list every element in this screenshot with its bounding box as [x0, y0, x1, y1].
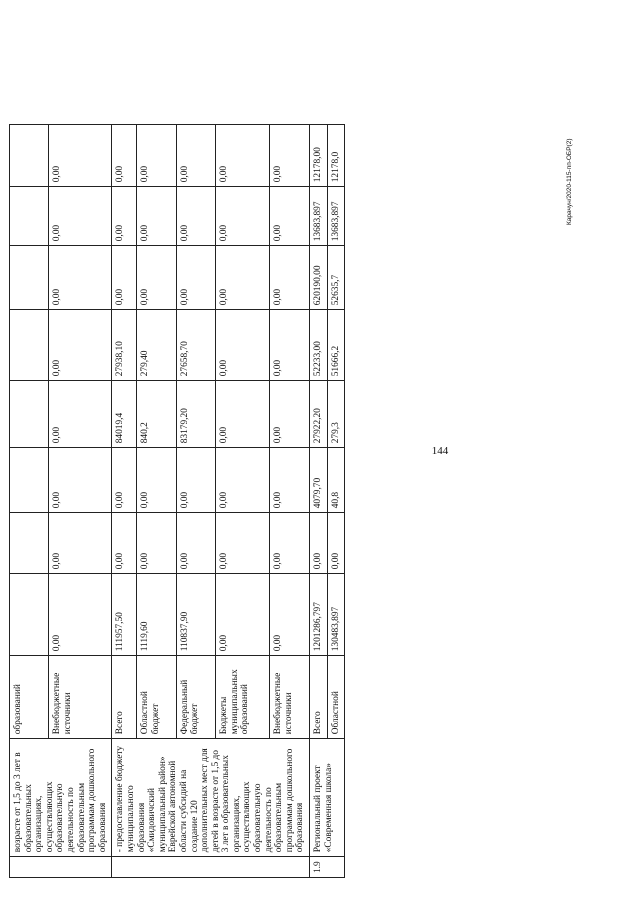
- amount-cell: 0,00: [216, 246, 270, 310]
- table-row: [112, 125, 137, 878]
- funding-source: образований: [10, 656, 49, 739]
- amount-cell: 0,00: [176, 448, 216, 513]
- amount-cell: [10, 381, 49, 448]
- amount-cell: 0,00: [137, 513, 177, 574]
- amount-cell: 0,00: [112, 513, 137, 574]
- amount-cell: 0,00: [112, 246, 137, 310]
- measure-name: - предоставление бюджету муниципального образования «Смидовичский муниципальный район» Еврейской автономной области субсидий на создание 120 дополнительных мест для детей в возрасте от 1,5 до 3 лет в образовательных организациях, осуществляющих образовательную деятельность по образовательным программам дошкольного образования: [112, 739, 310, 857]
- funding-source: Бюджеты муниципальных образований: [216, 656, 270, 739]
- amount-cell: 0,00: [112, 187, 137, 246]
- amount-cell: 0,00: [49, 513, 112, 574]
- amount-cell: 0,00: [270, 574, 310, 656]
- amount-cell: [10, 574, 49, 656]
- amount-cell: 27922,20: [310, 381, 328, 448]
- funding-source: Внебюджетные источники: [270, 656, 310, 739]
- amount-cell: 0,00: [216, 381, 270, 448]
- page-number: 144: [431, 444, 449, 457]
- amount-cell: 0,00: [270, 125, 310, 187]
- amount-cell: 27938,10: [112, 310, 137, 381]
- amount-cell: 110837,90: [176, 574, 216, 656]
- amount-cell: [10, 246, 49, 310]
- amount-cell: 12178,00: [310, 125, 328, 187]
- amount-cell: 0,00: [49, 246, 112, 310]
- amount-cell: 0,00: [49, 187, 112, 246]
- funding-source: Федеральный бюджет: [176, 656, 216, 739]
- amount-cell: 27658,70: [176, 310, 216, 381]
- amount-cell: 52635,7: [327, 246, 345, 310]
- amount-cell: 130483,897: [327, 574, 345, 656]
- amount-cell: 0,00: [216, 125, 270, 187]
- amount-cell: 83179,20: [176, 381, 216, 448]
- amount-cell: 0,00: [137, 448, 177, 513]
- amount-cell: 0,00: [270, 513, 310, 574]
- amount-cell: 0,00: [112, 448, 137, 513]
- amount-cell: 279,3: [327, 381, 345, 448]
- amount-cell: 0,00: [216, 187, 270, 246]
- amount-cell: 0,00: [176, 246, 216, 310]
- funding-source: Областной: [327, 656, 345, 739]
- row-number: [112, 857, 310, 878]
- amount-cell: 0,00: [176, 187, 216, 246]
- amount-cell: 84019,4: [112, 381, 137, 448]
- funding-source: Всего: [112, 656, 137, 739]
- amount-cell: 1201286,797: [310, 574, 328, 656]
- amount-cell: 13683,897: [310, 187, 328, 246]
- amount-cell: 840,2: [137, 381, 177, 448]
- amount-cell: 0,00: [176, 513, 216, 574]
- amount-cell: 51666,2: [327, 310, 345, 381]
- amount-cell: 0,00: [49, 381, 112, 448]
- amount-cell: 111957,50: [112, 574, 137, 656]
- table-row: [10, 125, 49, 878]
- amount-cell: 52233,00: [310, 310, 328, 381]
- amount-cell: [10, 310, 49, 381]
- amount-cell: 4079,70: [310, 448, 328, 513]
- amount-cell: 0,00: [137, 125, 177, 187]
- amount-cell: 0,00: [270, 448, 310, 513]
- amount-cell: [10, 125, 49, 187]
- amount-cell: 0,00: [49, 574, 112, 656]
- measure-name: Региональный проект «Современная школа»: [310, 739, 345, 857]
- amount-cell: 12178,0: [327, 125, 345, 187]
- amount-cell: 0,00: [270, 246, 310, 310]
- amount-cell: 0,00: [310, 513, 328, 574]
- amount-cell: 1119,60: [137, 574, 177, 656]
- amount-cell: 279,40: [137, 310, 177, 381]
- amount-cell: 0,00: [137, 246, 177, 310]
- amount-cell: 0,00: [216, 310, 270, 381]
- amount-cell: [10, 187, 49, 246]
- amount-cell: 0,00: [137, 187, 177, 246]
- amount-cell: 0,00: [270, 381, 310, 448]
- amount-cell: 0,00: [216, 448, 270, 513]
- amount-cell: 0,00: [49, 310, 112, 381]
- table-row: [310, 125, 328, 878]
- amount-cell: 620190,00: [310, 246, 328, 310]
- amount-cell: 40,8: [327, 448, 345, 513]
- amount-cell: 0,00: [270, 310, 310, 381]
- amount-cell: 0,00: [216, 574, 270, 656]
- amount-cell: 0,00: [327, 513, 345, 574]
- row-number: [10, 857, 112, 878]
- measure-name: возрасте от 1,5 до 3 лет в образовательных организациях, осуществляющих образовательную деятельность по образовательным программам дошкольного образования: [10, 739, 112, 857]
- budget-table: [9, 124, 345, 878]
- funding-source: Областной бюджет: [137, 656, 177, 739]
- amount-cell: [10, 513, 49, 574]
- amount-cell: 0,00: [112, 125, 137, 187]
- amount-cell: 0,00: [176, 125, 216, 187]
- amount-cell: 0,00: [49, 448, 112, 513]
- amount-cell: 13683,897: [327, 187, 345, 246]
- funding-source: Всего: [310, 656, 328, 739]
- amount-cell: 0,00: [49, 125, 112, 187]
- row-number: 1.9: [310, 857, 345, 878]
- amount-cell: [10, 448, 49, 513]
- funding-source: Внебюджетные источники: [49, 656, 112, 739]
- amount-cell: 0,00: [216, 513, 270, 574]
- amount-cell: 0,00: [270, 187, 310, 246]
- document-code: Карачун/2020-115-пп-ОБР(2): [566, 138, 573, 225]
